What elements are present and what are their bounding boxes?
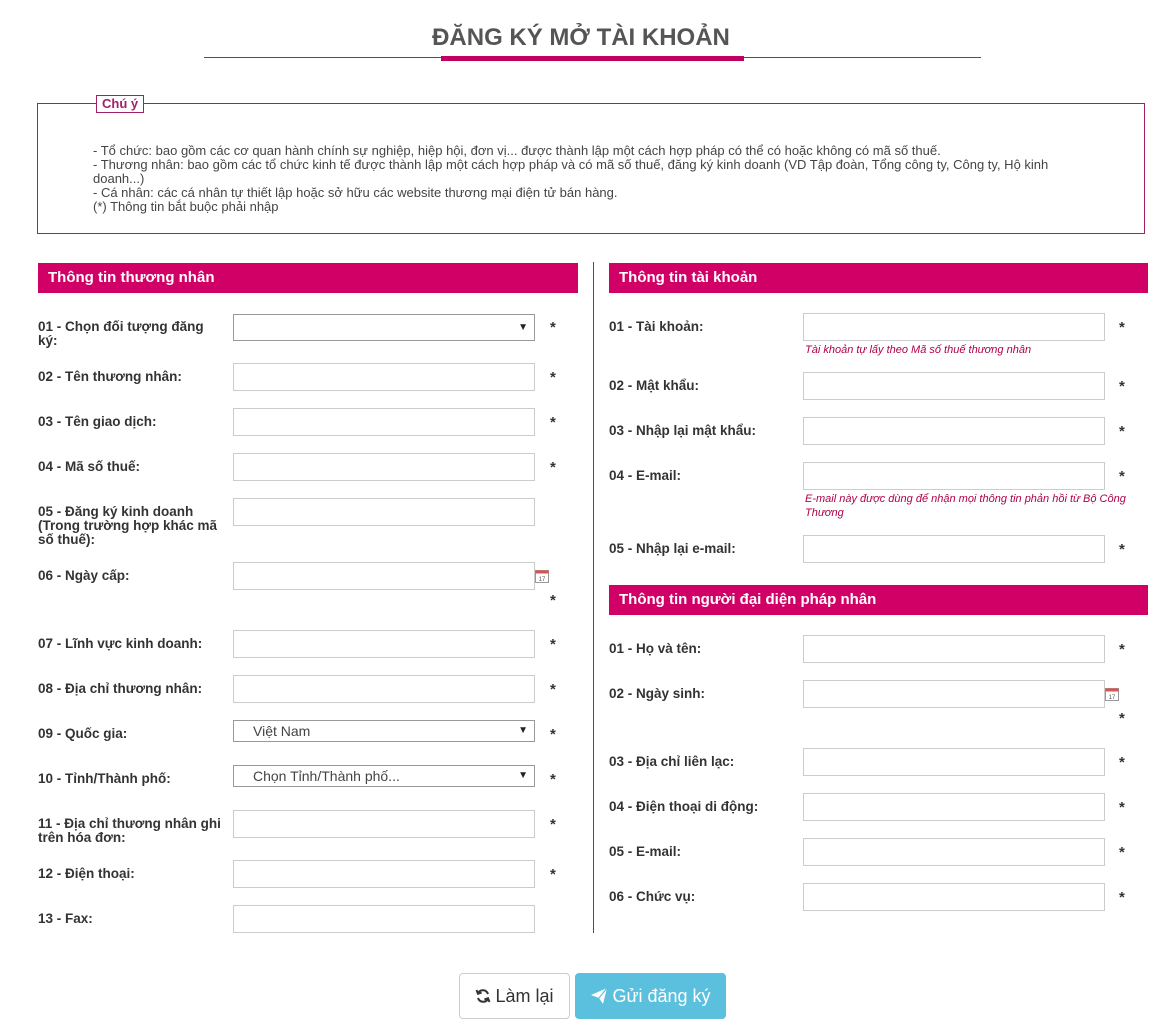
trade-name-input[interactable] bbox=[233, 408, 535, 436]
note-legend: Chú ý bbox=[96, 95, 144, 113]
reset-button[interactable] bbox=[459, 973, 570, 1019]
password-input[interactable] bbox=[803, 372, 1105, 400]
calendar-icon[interactable] bbox=[535, 569, 549, 583]
country-select[interactable] bbox=[233, 720, 535, 742]
note-text bbox=[93, 144, 1093, 214]
rep-email-input[interactable] bbox=[803, 838, 1105, 866]
account-input[interactable] bbox=[803, 313, 1105, 341]
label-fax: 13 - Fax: bbox=[38, 911, 93, 926]
label-country: 09 - Quốc gia: bbox=[38, 726, 128, 741]
merchant-section-header: Thông tin thương nhân bbox=[38, 263, 578, 293]
svg-text:17: 17 bbox=[1108, 695, 1116, 701]
label-contact-address: 03 - Địa chỉ liên lạc: bbox=[609, 754, 735, 769]
label-trade-name: 03 - Tên giao dịch: bbox=[38, 414, 157, 429]
account-hint: Tài khoản tự lấy theo Mã số thuế thương nhân bbox=[805, 344, 1032, 356]
label-mobile-phone: 04 - Điện thoại di động: bbox=[609, 799, 759, 814]
phone-input[interactable] bbox=[233, 860, 535, 888]
birth-date-input[interactable] bbox=[803, 680, 1105, 708]
tax-code-input[interactable] bbox=[233, 453, 535, 481]
required-mark: * bbox=[550, 816, 556, 833]
required-mark: * bbox=[550, 592, 556, 609]
required-mark: * bbox=[550, 681, 556, 698]
submit-button[interactable] bbox=[575, 973, 726, 1019]
dropdown-arrow-icon: ▼ bbox=[518, 770, 528, 781]
email-hint: E-mail này được dùng để nhận mọi thông tin phản hồi từ Bộ Công Thương bbox=[805, 493, 1126, 519]
required-mark: * bbox=[550, 369, 556, 386]
mobile-phone-input[interactable] bbox=[803, 793, 1105, 821]
required-mark: * bbox=[550, 726, 556, 743]
svg-text:17: 17 bbox=[538, 577, 546, 583]
required-mark: * bbox=[550, 771, 556, 788]
required-mark: * bbox=[1119, 541, 1125, 558]
label-business-registration: 05 - Đăng ký kinh doanh (Trong trường hợp khác mã số thuế): bbox=[38, 504, 217, 547]
label-registration-type: 01 - Chọn đối tượng đăng ký: bbox=[38, 319, 204, 348]
required-mark: * bbox=[550, 866, 556, 883]
page-title: ĐĂNG KÝ MỞ TÀI KHOẢN bbox=[432, 24, 730, 51]
position-input[interactable] bbox=[803, 883, 1105, 911]
label-issue-date: 06 - Ngày cấp: bbox=[38, 568, 130, 583]
label-confirm-email: 05 - Nhập lại e-mail: bbox=[609, 541, 736, 556]
label-province: 10 - Tỉnh/Thành phố: bbox=[38, 771, 171, 786]
title-underline bbox=[441, 56, 744, 61]
required-mark: * bbox=[1119, 844, 1125, 861]
account-section-header: Thông tin tài khoản bbox=[609, 263, 1148, 293]
dropdown-arrow-icon: ▼ bbox=[518, 725, 528, 736]
merchant-name-input[interactable] bbox=[233, 363, 535, 391]
label-invoice-address: 11 - Địa chỉ thương nhân ghi trên hóa đơn: bbox=[38, 816, 221, 845]
province-select[interactable] bbox=[233, 765, 535, 787]
paper-plane-icon bbox=[590, 987, 608, 1005]
required-mark: * bbox=[550, 319, 556, 336]
note-line: - Thương nhân: bao gồm các tổ chức kinh tế được thành lập một cách hợp pháp và có mã số thuế, đăng ký kinh doanh (VD Tập đoàn, Tổng công ty, Công ty, Hộ kinh doanh...) bbox=[93, 157, 1049, 186]
required-mark: * bbox=[550, 636, 556, 653]
representative-section-header: Thông tin người đại diện pháp nhân bbox=[609, 585, 1148, 615]
business-field-input[interactable] bbox=[233, 630, 535, 658]
required-mark: * bbox=[1119, 710, 1125, 727]
reset-button-label: Làm lại bbox=[495, 986, 554, 1006]
required-mark: * bbox=[1119, 799, 1125, 816]
business-registration-input[interactable] bbox=[233, 498, 535, 526]
confirm-password-input[interactable] bbox=[803, 417, 1105, 445]
required-mark: * bbox=[1119, 468, 1125, 485]
required-mark: * bbox=[1119, 641, 1125, 658]
required-mark: * bbox=[1119, 889, 1125, 906]
label-birth-date: 02 - Ngày sinh: bbox=[609, 686, 706, 701]
note-line: - Tổ chức: bao gồm các cơ quan hành chính sự nghiệp, hiệp hội, đơn vị... được thành lập một cách hợp pháp có thể có hoặc không có mã số thuế. bbox=[93, 143, 941, 158]
label-merchant-name: 02 - Tên thương nhân: bbox=[38, 369, 182, 384]
email-input[interactable] bbox=[803, 462, 1105, 490]
label-business-field: 07 - Lĩnh vực kinh doanh: bbox=[38, 636, 203, 651]
refresh-icon bbox=[475, 988, 491, 1004]
label-email: 04 - E-mail: bbox=[609, 468, 682, 483]
required-mark: * bbox=[550, 459, 556, 476]
fax-input[interactable] bbox=[233, 905, 535, 933]
invoice-address-input[interactable] bbox=[233, 810, 535, 838]
label-confirm-password: 03 - Nhập lại mật khẩu: bbox=[609, 423, 757, 438]
note-line: - Cá nhân: các cá nhân tự thiết lập hoặc sở hữu các website thương mại điện tử bán hàng. bbox=[93, 185, 618, 200]
required-mark: * bbox=[550, 414, 556, 431]
required-mark: * bbox=[1119, 319, 1125, 336]
calendar-icon[interactable] bbox=[1105, 687, 1119, 701]
contact-address-input[interactable] bbox=[803, 748, 1105, 776]
issue-date-input[interactable] bbox=[233, 562, 535, 590]
label-phone: 12 - Điện thoại: bbox=[38, 866, 135, 881]
label-tax-code: 04 - Mã số thuế: bbox=[38, 459, 141, 474]
note-line: (*) Thông tin bắt buộc phải nhập bbox=[93, 199, 279, 214]
confirm-email-input[interactable] bbox=[803, 535, 1105, 563]
country-value: Việt Nam bbox=[253, 723, 311, 739]
province-value: Chọn Tỉnh/Thành phố... bbox=[253, 768, 400, 784]
full-name-input[interactable] bbox=[803, 635, 1105, 663]
label-position: 06 - Chức vụ: bbox=[609, 889, 696, 904]
label-rep-email: 05 - E-mail: bbox=[609, 844, 682, 859]
label-account: 01 - Tài khoản: bbox=[609, 319, 704, 334]
merchant-address-input[interactable] bbox=[233, 675, 535, 703]
required-mark: * bbox=[1119, 423, 1125, 440]
dropdown-arrow-icon: ▼ bbox=[518, 322, 528, 333]
label-full-name: 01 - Họ và tên: bbox=[609, 641, 702, 656]
label-password: 02 - Mật khẩu: bbox=[609, 378, 700, 393]
label-merchant-address: 08 - Địa chỉ thương nhân: bbox=[38, 681, 203, 696]
column-divider bbox=[593, 262, 594, 933]
required-mark: * bbox=[1119, 754, 1125, 771]
registration-type-select[interactable] bbox=[233, 314, 535, 341]
submit-button-label: Gửi đăng ký bbox=[612, 986, 711, 1006]
required-mark: * bbox=[1119, 378, 1125, 395]
